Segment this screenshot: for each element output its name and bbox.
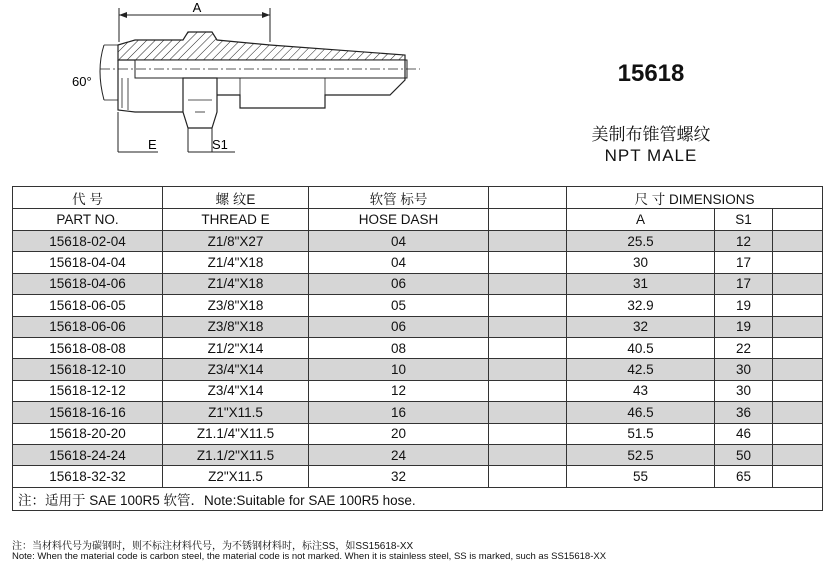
cell-dim-s1: 50	[715, 444, 773, 465]
cell-part-no: 15618-04-06	[13, 273, 163, 294]
col-head-s1: S1	[715, 209, 773, 231]
table-row	[13, 295, 823, 316]
cell-hose-dash: 16	[309, 402, 489, 423]
cell-dim-a: 31	[567, 273, 715, 294]
cell-thread: Z1.1/2"X11.5	[163, 444, 309, 465]
cell-hose-dash: 06	[309, 316, 489, 337]
cell-spacer	[489, 359, 567, 380]
cell-dim-a: 40.5	[567, 337, 715, 358]
cell-spacer	[489, 423, 567, 444]
cell-part-no: 15618-16-16	[13, 402, 163, 423]
cell-dim-s1: 19	[715, 295, 773, 316]
cell-spacer	[489, 380, 567, 401]
cell-hose-dash: 20	[309, 423, 489, 444]
cell-dim-a: 51.5	[567, 423, 715, 444]
table-row	[13, 273, 823, 294]
cell-extra	[773, 316, 823, 337]
cell-dim-s1: 30	[715, 380, 773, 401]
cell-spacer	[489, 273, 567, 294]
cell-dim-s1: 36	[715, 402, 773, 423]
col-head-thread-cn: 螺 纹E	[163, 187, 309, 209]
col-head-hose-dash: HOSE DASH	[309, 209, 489, 231]
cell-part-no: 15618-32-32	[13, 466, 163, 487]
model-number: 15618	[617, 60, 685, 87]
cell-spacer	[489, 444, 567, 465]
cell-thread: Z1.1/4"X11.5	[163, 423, 309, 444]
cell-spacer	[489, 337, 567, 358]
cell-hose-dash: 24	[309, 444, 489, 465]
spec-table	[12, 186, 823, 511]
cell-spacer	[489, 316, 567, 337]
cell-part-no: 15618-06-06	[13, 316, 163, 337]
cell-thread: Z2"X11.5	[163, 466, 309, 487]
cell-thread: Z3/8"X18	[163, 295, 309, 316]
col-head-spacer	[489, 187, 567, 209]
cell-hose-dash: 05	[309, 295, 489, 316]
hex-s1-label: S1	[212, 137, 228, 152]
dimension-a-label: A	[192, 0, 202, 15]
cell-thread: Z1/2"X14	[163, 337, 309, 358]
cell-extra	[773, 380, 823, 401]
cell-extra	[773, 337, 823, 358]
cell-dim-s1: 22	[715, 337, 773, 358]
cell-dim-a: 32	[567, 316, 715, 337]
cell-spacer	[489, 402, 567, 423]
cell-extra	[773, 295, 823, 316]
cell-part-no: 15618-04-04	[13, 252, 163, 273]
table-note: 注：适用于 SAE 100R5 软管．Note:Suitable for SAE 100R5 hose.	[13, 487, 823, 510]
cell-spacer	[489, 252, 567, 273]
cell-dim-s1: 19	[715, 316, 773, 337]
cell-spacer	[489, 231, 567, 252]
cell-dim-a: 43	[567, 380, 715, 401]
cell-spacer	[489, 295, 567, 316]
table-row	[13, 231, 823, 252]
cell-extra	[773, 273, 823, 294]
cell-part-no: 15618-02-04	[13, 231, 163, 252]
fitting-drawing	[0, 0, 580, 185]
cell-hose-dash: 04	[309, 252, 489, 273]
cell-dim-a: 42.5	[567, 359, 715, 380]
cell-hose-dash: 32	[309, 466, 489, 487]
footer-note-cn: 注：当材料代号为碳钢时，则不标注材料代号，为不锈钢材料时，标注SS，如SS15618-XX	[12, 541, 414, 552]
col-head-dimensions: 尺 寸 DIMENSIONS	[567, 187, 823, 209]
cell-dim-a: 32.9	[567, 295, 715, 316]
cell-part-no: 15618-24-24	[13, 444, 163, 465]
thread-type-cn: 美制布锥管螺纹	[591, 125, 711, 144]
cell-dim-a: 52.5	[567, 444, 715, 465]
cell-extra	[773, 402, 823, 423]
cell-dim-s1: 12	[715, 231, 773, 252]
thread-type-en: NPT MALE	[604, 146, 698, 165]
table-row	[13, 402, 823, 423]
cell-part-no: 15618-12-12	[13, 380, 163, 401]
col-head-thread-e: THREAD E	[163, 209, 309, 231]
col-head-hose-cn: 软管 标号	[309, 187, 489, 209]
cell-hose-dash: 06	[309, 273, 489, 294]
cell-hose-dash: 04	[309, 231, 489, 252]
cell-extra	[773, 359, 823, 380]
table-row	[13, 316, 823, 337]
cell-thread: Z1/8"X27	[163, 231, 309, 252]
cell-part-no: 15618-06-05	[13, 295, 163, 316]
cell-thread: Z1"X11.5	[163, 402, 309, 423]
footer-note-en: Note: When the material code is carbon steel, the material code is not marked. When it is stainless steel, SS is marked, such as SS15618-XX	[12, 551, 607, 562]
table-row	[13, 337, 823, 358]
table-row	[13, 444, 823, 465]
table-row	[13, 359, 823, 380]
cell-thread: Z1/4"X18	[163, 273, 309, 294]
angle-label: 60°	[72, 74, 92, 89]
cell-part-no: 15618-08-08	[13, 337, 163, 358]
cell-hose-dash: 10	[309, 359, 489, 380]
table-row	[13, 466, 823, 487]
col-head-spacer	[489, 209, 567, 231]
cell-extra	[773, 423, 823, 444]
cell-thread: Z3/4"X14	[163, 359, 309, 380]
cell-thread: Z3/4"X14	[163, 380, 309, 401]
cell-dim-s1: 17	[715, 273, 773, 294]
table-row	[13, 423, 823, 444]
cell-thread: Z3/8"X18	[163, 316, 309, 337]
cell-extra	[773, 444, 823, 465]
cell-dim-a: 46.5	[567, 402, 715, 423]
cell-dim-s1: 30	[715, 359, 773, 380]
cell-dim-s1: 46	[715, 423, 773, 444]
cell-dim-a: 55	[567, 466, 715, 487]
cell-part-no: 15618-12-10	[13, 359, 163, 380]
cell-dim-s1: 65	[715, 466, 773, 487]
cell-hose-dash: 12	[309, 380, 489, 401]
cell-hose-dash: 08	[309, 337, 489, 358]
cell-extra	[773, 466, 823, 487]
table-row	[13, 252, 823, 273]
cell-extra	[773, 231, 823, 252]
col-head-a: A	[567, 209, 715, 231]
cell-extra	[773, 252, 823, 273]
table-row	[13, 380, 823, 401]
col-head-part-no: PART NO.	[13, 209, 163, 231]
col-head-code-cn: 代 号	[13, 187, 163, 209]
cell-part-no: 15618-20-20	[13, 423, 163, 444]
cell-dim-a: 25.5	[567, 231, 715, 252]
col-head-extra	[773, 209, 823, 231]
cell-spacer	[489, 466, 567, 487]
cell-dim-a: 30	[567, 252, 715, 273]
cell-dim-s1: 17	[715, 252, 773, 273]
cell-thread: Z1/4"X18	[163, 252, 309, 273]
thread-e-label: E	[148, 137, 157, 152]
